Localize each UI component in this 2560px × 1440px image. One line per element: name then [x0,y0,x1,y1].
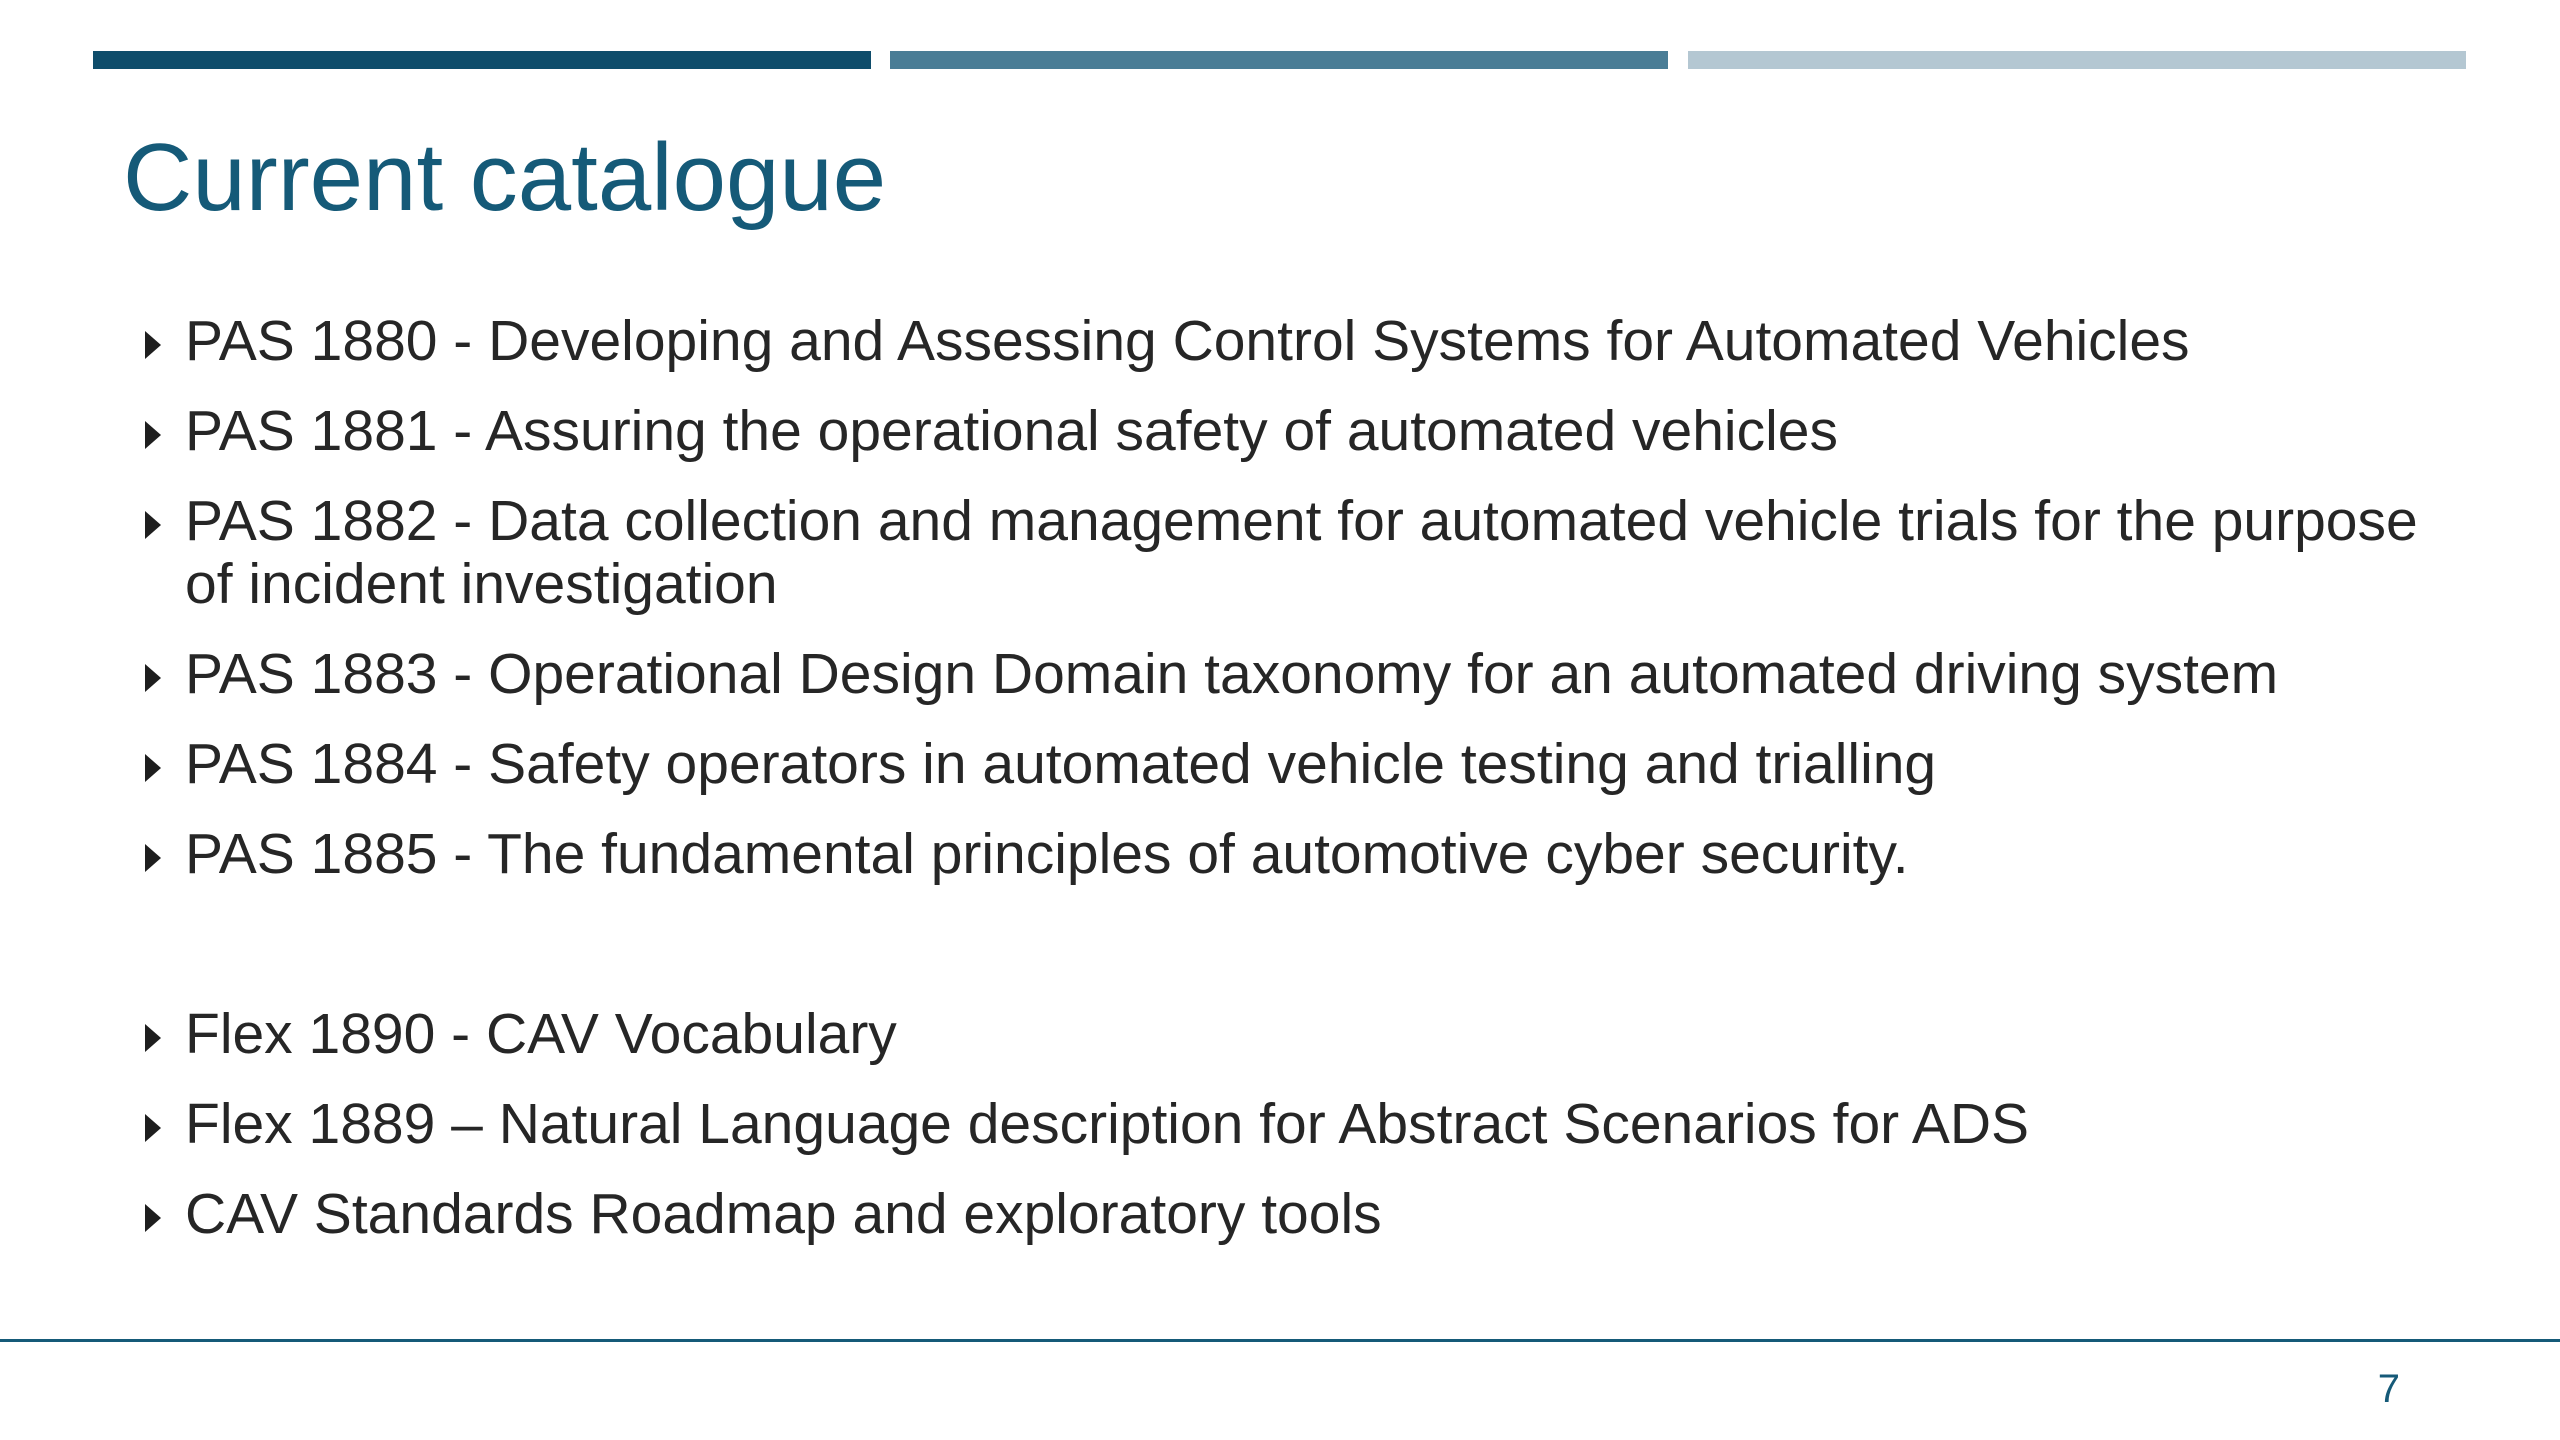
list-item [145,733,2445,796]
bullet-triangle-icon [145,1114,161,1142]
list-item-text: PAS 1885 - The fundamental principles of automotive cyber security. [185,822,1909,886]
bullet-triangle-icon [145,421,161,449]
list-item [145,823,2445,886]
footer-divider [0,1339,2560,1342]
list-item [145,1093,2445,1156]
list-item-text: PAS 1880 - Developing and Assessing Control Systems for Automated Vehicles [185,309,2190,373]
bullet-triangle-icon [145,1204,161,1232]
list-item-text: PAS 1881 - Assuring the operational safety of automated vehicles [185,399,1838,463]
list-item [145,490,2445,616]
bullet-triangle-icon [145,664,161,692]
list-item-text: PAS 1882 - Data collection and management for automated vehicle trials for the purpose of incident investigation [185,489,2418,616]
list-item [145,643,2445,706]
header-bar-dark [93,51,871,69]
list-item [145,400,2445,463]
list-item-text: PAS 1884 - Safety operators in automated vehicle testing and trialling [185,732,1937,796]
header-bar-mid [890,51,1668,69]
list-item [145,1183,2445,1246]
list-item-text: Flex 1890 - CAV Vocabulary [185,1002,897,1066]
header-bar-light [1688,51,2466,69]
list-item [145,310,2445,373]
bullet-triangle-icon [145,1024,161,1052]
bullet-triangle-icon [145,844,161,872]
list-item-text: Flex 1889 – Natural Language description for Abstract Scenarios for ADS [185,1092,2030,1156]
bullet-triangle-icon [145,754,161,782]
list-item-text: CAV Standards Roadmap and exploratory tools [185,1182,1382,1246]
page-number: 7 [2377,1367,2400,1411]
list-item [145,1003,2445,1066]
list-item-text: PAS 1883 - Operational Design Domain taxonomy for an automated driving system [185,642,2279,706]
slide-title: Current catalogue [123,124,887,231]
bullet-triangle-icon [145,331,161,359]
bullet-triangle-icon [145,511,161,539]
